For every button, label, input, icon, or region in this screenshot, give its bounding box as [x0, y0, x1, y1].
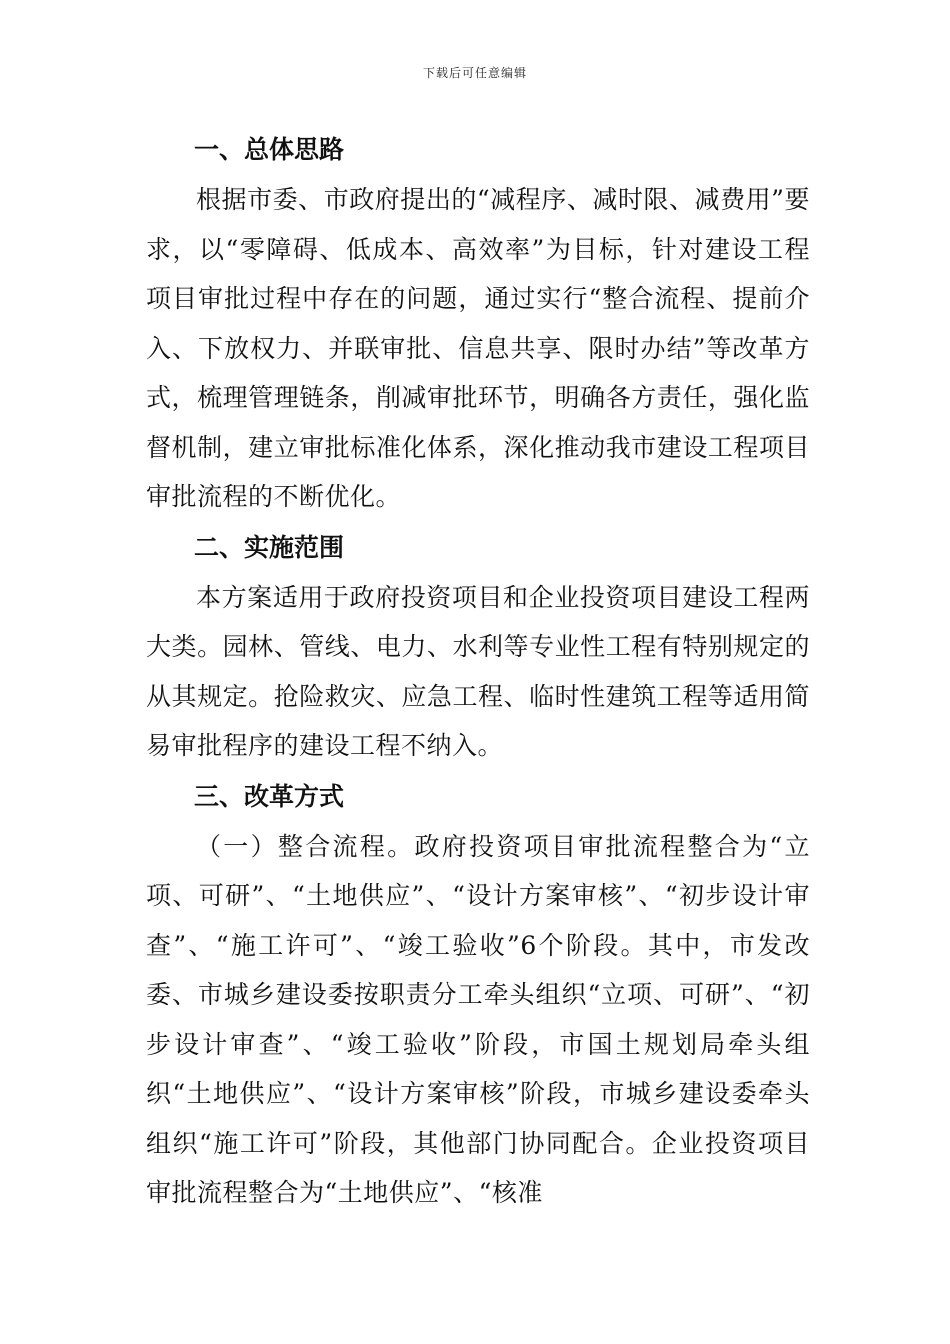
section-heading: 二、实施范围	[194, 532, 345, 562]
page-header-note: 下载后可任意编辑	[422, 66, 527, 80]
section-reform-methods	[146, 771, 810, 1218]
section-heading: 一、总体思路	[194, 135, 345, 164]
section-heading: 三、改革方式	[194, 781, 345, 811]
section-implementation-scope	[146, 522, 810, 771]
document-body	[146, 124, 810, 1218]
section-paragraph: 本方案适用于政府投资项目和企业投资项目建设工程两大类。园林、管线、电力、水利等专业性工程有特别规定的从其规定。抢险救灾、应急工程、临时性建筑工程等适用简易审批程序的建设工程不纳入。	[146, 582, 810, 760]
section-paragraph: 根据市委、市政府提出的“减程序、减时限、减费用”要求，以“零障碍、低成本、高效率”为目标，针对建设工程项目审批过程中存在的问题，通过实行“整合流程、提前介入、下放权力、并联审批、信息共享、限时办结”等改革方式，梳理管理链条，削减审批环节，明确各方责任，强化监督机制，建立审批标准化体系，深化推动我市建设工程项目审批流程的不断优化。	[146, 185, 810, 511]
section-paragraph: （一）整合流程。政府投资项目审批流程整合为“立项、可研”、“土地供应”、“设计方案审核”、“初步设计审查”、“施工许可”、“竣工验收”6个阶段。其中，市发改委、市城乡建设委按职责分工牵头组织“立项、可研”、“初步设计审查”、“竣工验收”阶段，市国土规划局牵头组织“土地供应”、“设计方案审核”阶段，市城乡建设委牵头组织“施工许可”阶段，其他部门协同配合。企业投资项目审批流程整合为“土地供应”、“核准	[146, 831, 810, 1207]
section-overall-approach	[146, 124, 810, 522]
